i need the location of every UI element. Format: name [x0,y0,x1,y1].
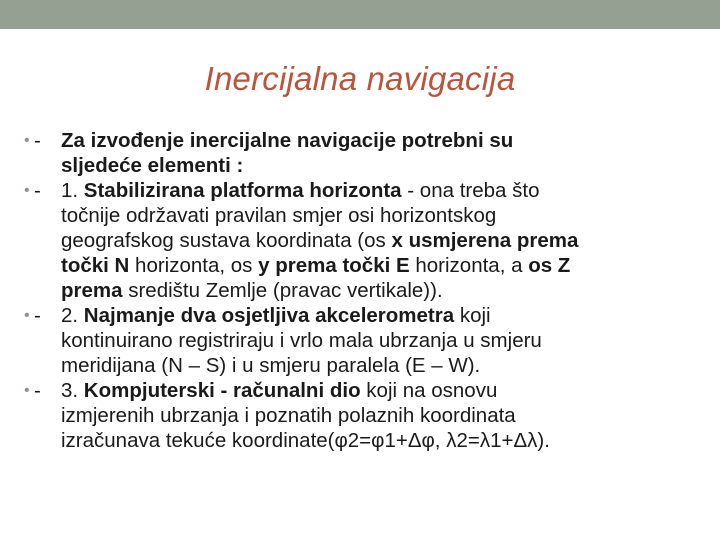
text-line [61,303,684,328]
text-segment: horizonta, os [129,254,259,277]
bold-text: sljedeće elementi : [61,154,244,177]
bold-text: x usmjerena prema [391,229,579,252]
bold-text: Kompjuterski - računalni dio [83,379,361,402]
text-line [61,428,684,453]
text-segment: 1. [61,179,84,202]
bullet-dot-icon: • [24,182,30,199]
bold-text: os Z [528,254,571,277]
bullet-list [24,128,684,453]
text-line [61,253,684,278]
text-segment: koji na osnovu [360,379,498,402]
text-segment: 3. [61,379,84,402]
bullet-dash: - [34,129,41,152]
bold-text: točki N [61,254,130,277]
text-line [61,353,684,378]
text-line [61,128,684,153]
bullet-dash: - [34,304,41,327]
bullet-item [24,178,684,303]
text-line [61,153,684,178]
text-line [61,378,684,403]
slide-title: Inercijalna navigacija [204,60,516,97]
text-segment: - ona treba što [401,179,540,202]
text-line [61,328,684,353]
bullet-item [24,128,684,178]
top-band [0,0,720,29]
text-segment: kontinuirano registriraju i vrlo mala ubrzanja u smjeru [61,329,542,352]
bullet-item [24,303,684,378]
text-line [61,228,684,253]
text-line [61,178,684,203]
text-line [61,403,684,428]
bullet-dot-icon: • [24,132,30,149]
text-segment: izračunava tekuće koordinate(φ2=φ1+Δφ, λ2=λ1+Δλ). [61,429,550,452]
text-segment: horizonta, a [409,254,529,277]
text-line [61,278,684,303]
text-segment: točnije održavati pravilan smjer osi horizontskog [61,204,497,227]
text-segment: koji [454,304,491,327]
bold-text: Stabilizirana platforma horizonta [83,179,402,202]
bullet-dash: - [34,179,41,202]
bullet-dot-icon: • [24,307,30,324]
bullet-dot-icon: • [24,382,30,399]
bullet-item [24,378,684,453]
text-segment: središtu Zemlje (pravac vertikale)). [122,279,443,302]
bold-text: Najmanje dva osjetljiva akcelerometra [83,304,455,327]
text-segment: geografskog sustava koordinata (os [61,229,392,252]
text-segment: meridijana (N – S) i u smjeru paralela (E – W). [61,354,481,377]
text-segment: izmjerenih ubrzanja i poznatih polaznih koordinata [61,404,516,427]
bullet-dash: - [34,379,41,402]
text-segment: 2. [61,304,84,327]
bold-text: prema [61,279,123,302]
bold-text: y prema točki E [258,254,410,277]
text-line [61,203,684,228]
bold-text: Za izvođenje inercijalne navigacije potrebni su [61,129,514,152]
